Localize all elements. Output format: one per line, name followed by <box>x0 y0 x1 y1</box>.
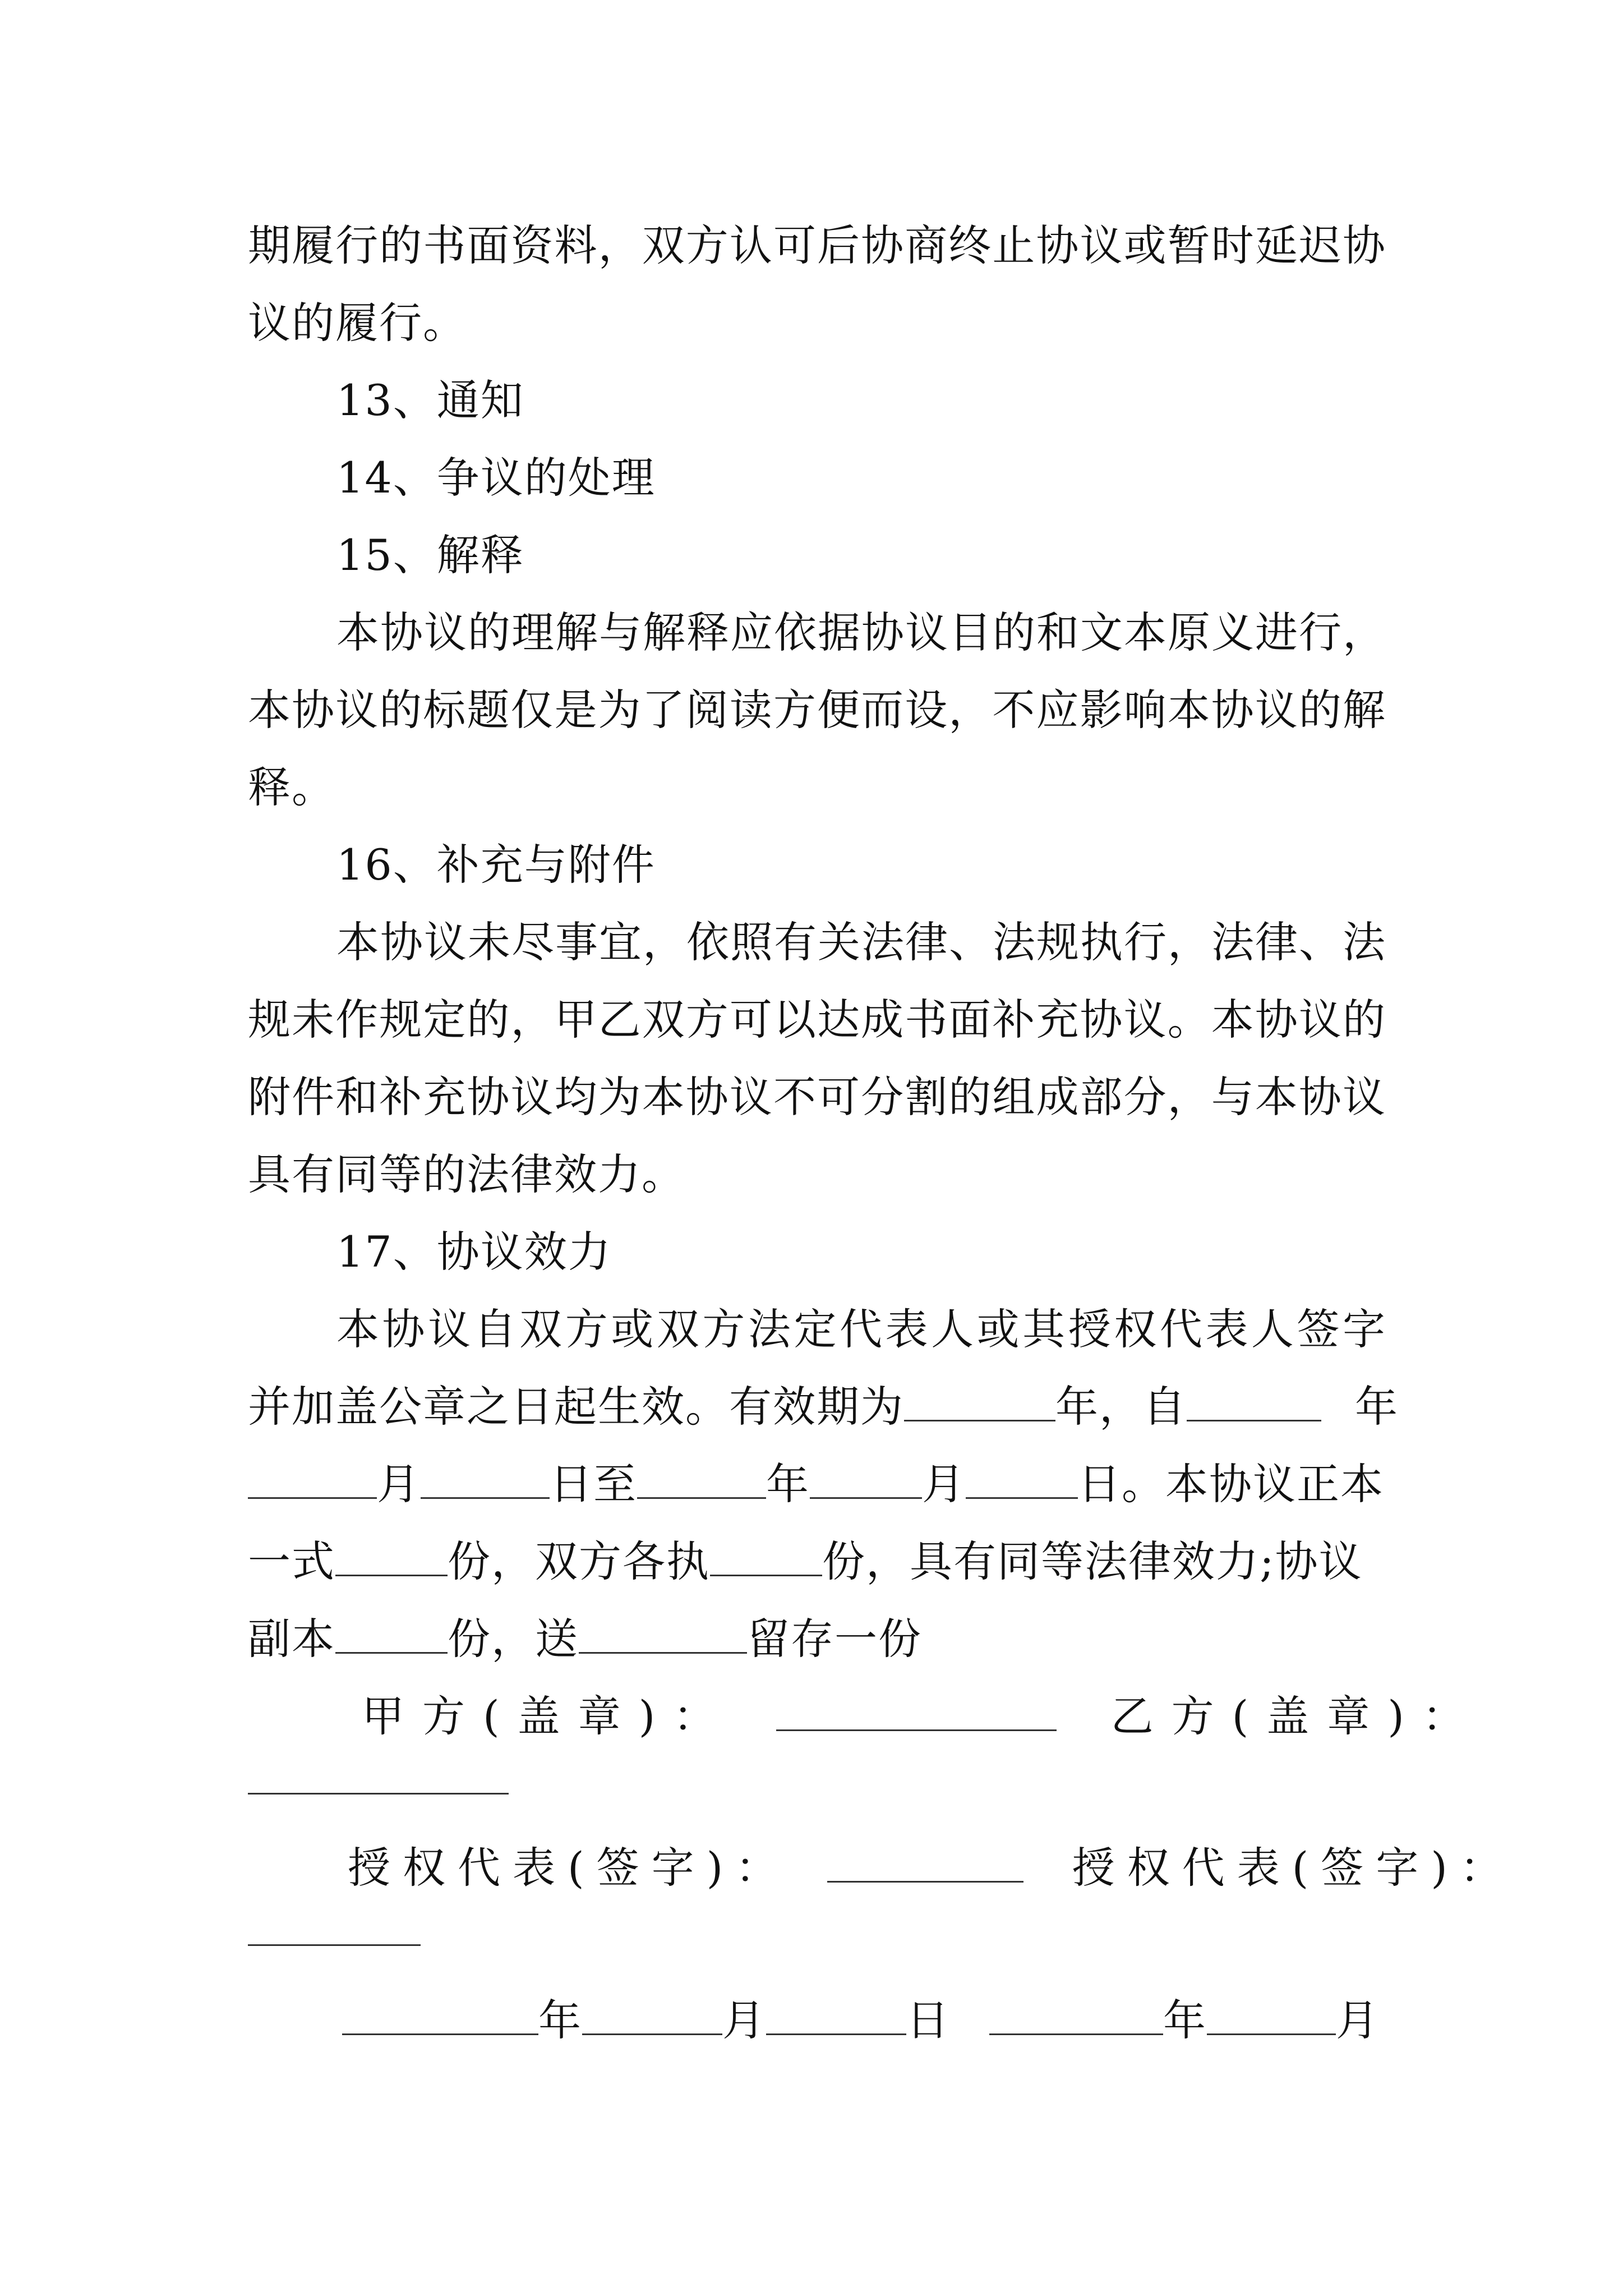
section-heading-14: 14、争议的处理 <box>336 453 656 503</box>
paragraph-line: 期履行的书面资料，双方认可后协商终止协议或暂时延迟协 <box>248 220 1386 270</box>
blank-line <box>1187 1383 1321 1421</box>
rep-a-sign-blank <box>827 1844 1023 1883</box>
paragraph-line-with-blanks <box>248 1456 1386 1512</box>
paragraph-line-with-blanks <box>248 1611 1386 1667</box>
paragraph-line-with-blanks <box>248 1379 1399 1435</box>
paragraph-line: 具有同等的法律效力。 <box>248 1149 685 1199</box>
blank-line <box>710 1538 822 1576</box>
paragraph-line-with-blanks <box>248 1534 1386 1590</box>
paragraph-line: 附件和补充协议均为本协议不可分割的组成部分，与本协议 <box>248 1072 1386 1122</box>
date-year-label: 年 <box>538 1995 582 2045</box>
blank-line <box>335 1538 448 1576</box>
blank-line <box>810 1460 922 1499</box>
date-a-month-blank <box>582 1996 722 2035</box>
text-segment: 份，双方各执 <box>448 1536 710 1586</box>
paragraph-line: 释。 <box>248 762 335 812</box>
signature-row-seal <box>362 1688 1483 1745</box>
party-a-seal-blank <box>776 1692 1057 1731</box>
party-a-seal-label: 甲方(盖章)： <box>362 1691 734 1741</box>
date-month-label: 月 <box>722 1995 766 2045</box>
paragraph-line: 议的履行。 <box>248 298 467 348</box>
paragraph-line: 规未作规定的，甲乙双方可以达成书面补充协议。本协议的 <box>248 995 1386 1045</box>
blank-line <box>579 1615 747 1654</box>
text-segment: 年 <box>1355 1382 1399 1432</box>
signature-row-date <box>342 1993 1385 2049</box>
date-a-year-blank <box>342 1996 538 2035</box>
text-segment: 份，具有同等法律效力;协议 <box>822 1536 1363 1586</box>
paragraph-line: 本协议自双方或双方法定代表人或其授权代表人签字 <box>336 1304 1386 1354</box>
text-segment: 月 <box>377 1459 421 1509</box>
date-b-year-blank <box>989 1996 1163 2035</box>
text-segment: 份，送 <box>448 1614 579 1664</box>
blank-line <box>904 1383 1055 1421</box>
blank-line <box>966 1460 1078 1499</box>
rep-a-sign-label: 授权代表(签字)： <box>348 1843 791 1893</box>
blank-line <box>637 1460 766 1499</box>
rep-b-sign-blank <box>248 1944 421 1946</box>
paragraph-line: 本协议的标题仅是为了阅读方便而设，不应影响本协议的解 <box>248 685 1386 735</box>
date-a-day-blank <box>766 1996 906 2035</box>
date-day-label: 日 <box>906 1995 950 2045</box>
paragraph-line: 本协议的理解与解释应依据协议目的和文本原义进行， <box>336 608 1386 657</box>
signature-row-representative <box>348 1840 1515 1896</box>
section-heading-16: 16、补充与附件 <box>336 840 656 890</box>
blank-line <box>248 1460 377 1499</box>
rep-b-sign-label: 授权代表(签字)： <box>1072 1843 1515 1893</box>
blank-line <box>421 1460 550 1499</box>
text-segment: 日至 <box>550 1459 637 1509</box>
text-segment: 副本 <box>248 1614 335 1664</box>
text-segment: 一式 <box>248 1536 335 1586</box>
party-b-seal-blank <box>248 1793 509 1795</box>
text-segment: 年 <box>766 1459 810 1509</box>
section-heading-13: 13、通知 <box>336 375 524 425</box>
date-year-label: 年 <box>1163 1995 1207 2045</box>
section-heading-17: 17、协议效力 <box>336 1227 612 1277</box>
text-segment: 月 <box>922 1459 966 1509</box>
text-segment: 年，自 <box>1055 1382 1187 1432</box>
section-heading-15: 15、解释 <box>336 530 524 580</box>
paragraph-line: 本协议未尽事宜，依照有关法律、法规执行，法律、法 <box>336 917 1386 967</box>
date-month-label: 月 <box>1336 1995 1380 2045</box>
date-b-month-blank <box>1207 1996 1336 2035</box>
text-segment: 并加盖公章之日起生效。有效期为 <box>248 1382 904 1432</box>
blank-line <box>335 1615 448 1654</box>
party-b-seal-label: 乙方(盖章)： <box>1110 1691 1483 1741</box>
text-segment: 留存一份 <box>747 1614 922 1664</box>
text-segment: 日。本协议正本 <box>1078 1459 1384 1509</box>
